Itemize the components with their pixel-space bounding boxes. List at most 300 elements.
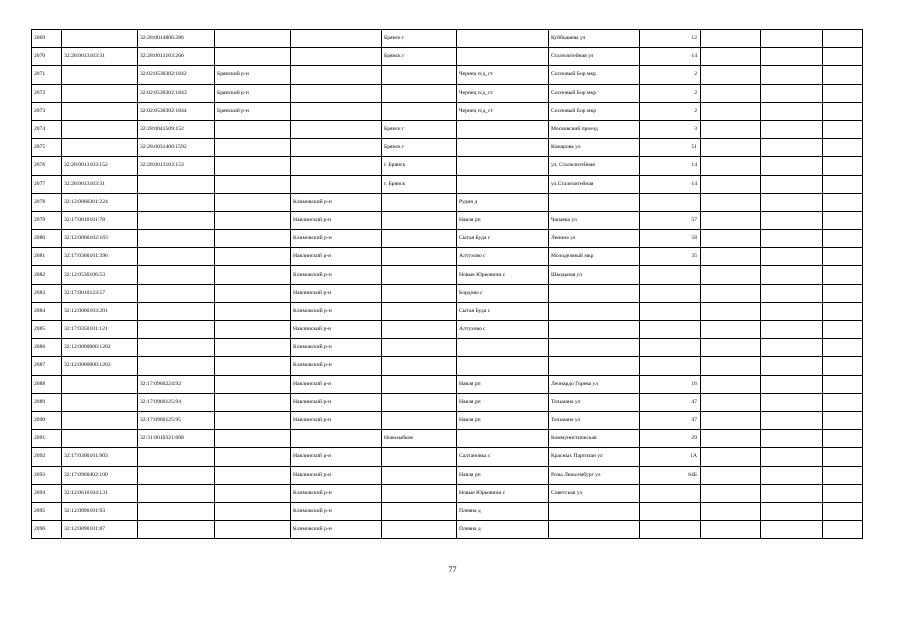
extra-cell-2 — [761, 302, 823, 320]
district-cell — [215, 284, 291, 302]
city-cell — [382, 484, 457, 502]
row-number-cell: 2080 — [32, 230, 62, 248]
table-row — [32, 466, 863, 484]
extra-cell-1 — [701, 139, 761, 157]
cadastral-number-cell: 32:12:0060102:163 — [62, 230, 138, 248]
settlement-cell: Плевна д — [457, 521, 549, 539]
settlement-cell: Навля рп — [457, 411, 549, 429]
municipal-district-cell: Климовский р-н — [291, 266, 382, 284]
city-cell — [382, 411, 457, 429]
street-cell: Молодежный мкр — [549, 248, 640, 266]
table-row — [32, 375, 863, 393]
street-cell: ул.Сталелитейная — [549, 175, 640, 193]
settlement-cell: Новые Юрковичи с — [457, 484, 549, 502]
extra-cell-1 — [701, 284, 761, 302]
extra-cell-3 — [823, 339, 863, 357]
extra-cell-3 — [823, 321, 863, 339]
street-cell — [549, 339, 640, 357]
registry-body — [32, 30, 863, 539]
row-number-cell: 2093 — [32, 466, 62, 484]
district-cell: Брянский р-н — [215, 84, 291, 102]
extra-cell-3 — [823, 302, 863, 320]
extra-cell-3 — [823, 120, 863, 138]
street-cell: Сосновый Бор мкр — [549, 102, 640, 120]
extra-cell-3 — [823, 48, 863, 66]
cadastral-number-cell — [62, 393, 138, 411]
street-cell — [549, 284, 640, 302]
city-cell — [382, 393, 457, 411]
extra-cell-3 — [823, 284, 863, 302]
extra-cell-1 — [701, 30, 761, 48]
extra-cell-2 — [761, 321, 823, 339]
municipal-district-cell — [291, 139, 382, 157]
extra-cell-3 — [823, 211, 863, 229]
table-row — [32, 502, 863, 520]
municipal-district-cell: Навлинский р-н — [291, 466, 382, 484]
street-cell: Сосновый Бор мкр — [549, 66, 640, 84]
house-number-cell — [640, 484, 701, 502]
row-number-cell: 2095 — [32, 502, 62, 520]
municipal-district-cell: Навлинский р-н — [291, 321, 382, 339]
row-number-cell: 2079 — [32, 211, 62, 229]
extra-cell-1 — [701, 302, 761, 320]
extra-cell-1 — [701, 48, 761, 66]
object-cadastral-number-cell: 32:17:0960125:94 — [138, 393, 215, 411]
street-cell: Куйбышева ул — [549, 30, 640, 48]
extra-cell-2 — [761, 102, 823, 120]
cadastral-number-cell: 32:17:0010123:57 — [62, 284, 138, 302]
city-cell — [382, 248, 457, 266]
house-number-cell: 51 — [640, 139, 701, 157]
house-number-cell — [640, 521, 701, 539]
extra-cell-3 — [823, 66, 863, 84]
row-number-cell: 2077 — [32, 175, 62, 193]
district-cell — [215, 375, 291, 393]
table-row — [32, 66, 863, 84]
table-row — [32, 230, 863, 248]
house-number-cell — [640, 266, 701, 284]
city-cell: г. Брянск — [382, 157, 457, 175]
extra-cell-2 — [761, 66, 823, 84]
object-cadastral-number-cell — [138, 175, 215, 193]
municipal-district-cell: Навлинский р-н — [291, 393, 382, 411]
municipal-district-cell — [291, 48, 382, 66]
house-number-cell: 14 — [640, 175, 701, 193]
settlement-cell: Чернец п/д_ст — [457, 84, 549, 102]
row-number-cell: 2074 — [32, 120, 62, 138]
object-cadastral-number-cell: 32:17:0960125:95 — [138, 411, 215, 429]
cadastral-number-cell: 32:17:0360101:396 — [62, 248, 138, 266]
registry-table — [31, 29, 863, 539]
house-number-cell: 12 — [640, 30, 701, 48]
extra-cell-1 — [701, 84, 761, 102]
municipal-district-cell: Климовский р-н — [291, 484, 382, 502]
table-row — [32, 339, 863, 357]
house-number-cell — [640, 339, 701, 357]
cadastral-number-cell — [62, 430, 138, 448]
municipal-district-cell: Навлинский р-н — [291, 411, 382, 429]
extra-cell-1 — [701, 321, 761, 339]
district-cell — [215, 448, 291, 466]
district-cell — [215, 157, 291, 175]
house-number-cell: 1А — [640, 448, 701, 466]
row-number-cell: 2075 — [32, 139, 62, 157]
city-cell — [382, 84, 457, 102]
street-cell: Леонардо Горева ул — [549, 375, 640, 393]
row-number-cell: 2088 — [32, 375, 62, 393]
extra-cell-3 — [823, 248, 863, 266]
cadastral-number-cell: 32:12:0610104:131 — [62, 484, 138, 502]
settlement-cell — [457, 430, 549, 448]
table-row — [32, 193, 863, 211]
extra-cell-1 — [701, 502, 761, 520]
row-number-cell: 2084 — [32, 302, 62, 320]
object-cadastral-number-cell: 32:02:0530302:1844 — [138, 102, 215, 120]
house-number-cell: 16 — [640, 375, 701, 393]
object-cadastral-number-cell — [138, 339, 215, 357]
extra-cell-3 — [823, 411, 863, 429]
city-cell — [382, 321, 457, 339]
cadastral-number-cell — [62, 84, 138, 102]
table-row — [32, 284, 863, 302]
city-cell — [382, 448, 457, 466]
street-cell: Розы Люксембург ул — [549, 466, 640, 484]
district-cell: Брянский р-н — [215, 66, 291, 84]
house-number-cell: 14 — [640, 157, 701, 175]
street-cell: Тельмана ул — [549, 411, 640, 429]
street-cell: Сталелитейная ул — [549, 48, 640, 66]
settlement-cell — [457, 339, 549, 357]
district-cell — [215, 175, 291, 193]
row-number-cell: 2089 — [32, 393, 62, 411]
city-cell — [382, 339, 457, 357]
house-number-cell: 47 — [640, 393, 701, 411]
extra-cell-3 — [823, 448, 863, 466]
object-cadastral-number-cell — [138, 248, 215, 266]
city-cell: Брянск г — [382, 120, 457, 138]
municipal-district-cell — [291, 430, 382, 448]
house-number-cell: 57 — [640, 211, 701, 229]
municipal-district-cell: Навлинский р-н — [291, 248, 382, 266]
municipal-district-cell: Климовский р-н — [291, 339, 382, 357]
page-number: 77 — [448, 565, 457, 574]
cadastral-number-cell — [62, 102, 138, 120]
district-cell — [215, 502, 291, 520]
municipal-district-cell: Климовский р-н — [291, 230, 382, 248]
street-cell: Советская ул — [549, 484, 640, 502]
extra-cell-3 — [823, 139, 863, 157]
table-row — [32, 48, 863, 66]
extra-cell-2 — [761, 211, 823, 229]
cadastral-number-cell: 32:28:0013103:31 — [62, 175, 138, 193]
table-row — [32, 484, 863, 502]
settlement-cell: Навля рп — [457, 466, 549, 484]
extra-cell-1 — [701, 430, 761, 448]
city-cell — [382, 357, 457, 375]
street-cell — [549, 502, 640, 520]
street-cell: Сосновый Бор мкр — [549, 84, 640, 102]
object-cadastral-number-cell — [138, 502, 215, 520]
extra-cell-1 — [701, 521, 761, 539]
settlement-cell: Сытая Буда с — [457, 302, 549, 320]
city-cell: г. Брянск — [382, 175, 457, 193]
table-row — [32, 84, 863, 102]
cadastral-number-cell: 32:17:0010101:78 — [62, 211, 138, 229]
house-number-cell: 47 — [640, 411, 701, 429]
table-row — [32, 321, 863, 339]
extra-cell-2 — [761, 30, 823, 48]
city-cell — [382, 102, 457, 120]
extra-cell-2 — [761, 411, 823, 429]
city-cell — [382, 284, 457, 302]
table-row — [32, 357, 863, 375]
settlement-cell: Алтухово с — [457, 248, 549, 266]
row-number-cell: 2085 — [32, 321, 62, 339]
municipal-district-cell — [291, 120, 382, 138]
house-number-cell — [640, 321, 701, 339]
extra-cell-2 — [761, 139, 823, 157]
city-cell: Новозыбков — [382, 430, 457, 448]
municipal-district-cell: Навлинский р-н — [291, 211, 382, 229]
extra-cell-3 — [823, 393, 863, 411]
extra-cell-1 — [701, 193, 761, 211]
object-cadastral-number-cell: 32:31:0010321:608 — [138, 430, 215, 448]
cadastral-number-cell: 32:12:0090101:87 — [62, 521, 138, 539]
city-cell — [382, 375, 457, 393]
district-cell — [215, 466, 291, 484]
house-number-cell: 35 — [640, 248, 701, 266]
house-number-cell: 2 — [640, 66, 701, 84]
settlement-cell: Чернец п/д_ст — [457, 66, 549, 84]
extra-cell-1 — [701, 248, 761, 266]
district-cell — [215, 230, 291, 248]
row-number-cell: 2072 — [32, 84, 62, 102]
object-cadastral-number-cell: 32:28:0031406:1592 — [138, 139, 215, 157]
city-cell — [382, 193, 457, 211]
extra-cell-2 — [761, 84, 823, 102]
extra-cell-2 — [761, 157, 823, 175]
cadastral-number-cell — [62, 120, 138, 138]
row-number-cell: 2086 — [32, 339, 62, 357]
settlement-cell: Навля рп — [457, 211, 549, 229]
municipal-district-cell: Климовский р-н — [291, 502, 382, 520]
house-number-cell — [640, 502, 701, 520]
object-cadastral-number-cell — [138, 302, 215, 320]
settlement-cell: Рудня д — [457, 193, 549, 211]
district-cell — [215, 30, 291, 48]
municipal-district-cell — [291, 30, 382, 48]
city-cell: Брянск г — [382, 48, 457, 66]
extra-cell-1 — [701, 357, 761, 375]
settlement-cell: Сытая Буда с — [457, 230, 549, 248]
settlement-cell: Новые Юрковичи с — [457, 266, 549, 284]
city-cell — [382, 230, 457, 248]
row-number-cell: 2070 — [32, 48, 62, 66]
table-row — [32, 157, 863, 175]
district-cell — [215, 139, 291, 157]
settlement-cell — [457, 157, 549, 175]
object-cadastral-number-cell — [138, 448, 215, 466]
city-cell — [382, 521, 457, 539]
street-cell — [549, 321, 640, 339]
house-number-cell: 58 — [640, 230, 701, 248]
cadastral-number-cell: 32:12:0000000:1203 — [62, 357, 138, 375]
settlement-cell: Бордово с — [457, 284, 549, 302]
extra-cell-3 — [823, 102, 863, 120]
municipal-district-cell: Климовский р-н — [291, 302, 382, 320]
extra-cell-3 — [823, 521, 863, 539]
extra-cell-2 — [761, 120, 823, 138]
extra-cell-1 — [701, 393, 761, 411]
cadastral-number-cell: 32:28:0013103:152 — [62, 157, 138, 175]
cadastral-number-cell — [62, 375, 138, 393]
table-row — [32, 102, 863, 120]
extra-cell-2 — [761, 448, 823, 466]
table-row — [32, 248, 863, 266]
city-cell: Брянск г — [382, 139, 457, 157]
house-number-cell — [640, 357, 701, 375]
extra-cell-2 — [761, 230, 823, 248]
district-cell: Брянский р-н — [215, 102, 291, 120]
cadastral-number-cell: 32:17:0960402:100 — [62, 466, 138, 484]
row-number-cell: 2090 — [32, 411, 62, 429]
extra-cell-2 — [761, 375, 823, 393]
extra-cell-3 — [823, 375, 863, 393]
district-cell — [215, 357, 291, 375]
street-cell: Ленина ул — [549, 230, 640, 248]
object-cadastral-number-cell — [138, 284, 215, 302]
street-cell: Московский проезд — [549, 120, 640, 138]
house-number-cell: 2 — [640, 102, 701, 120]
street-cell: Комарова ул — [549, 139, 640, 157]
cadastral-number-cell: 32:17:0300101:903 — [62, 448, 138, 466]
street-cell — [549, 521, 640, 539]
city-cell — [382, 266, 457, 284]
object-cadastral-number-cell: 32:28:0014806:286 — [138, 30, 215, 48]
district-cell — [215, 193, 291, 211]
object-cadastral-number-cell: 32:28:0013103:153 — [138, 157, 215, 175]
cadastral-number-cell — [62, 66, 138, 84]
street-cell: ул. Сталелитейная — [549, 157, 640, 175]
street-cell: Коммунистическая — [549, 430, 640, 448]
table-row — [32, 448, 863, 466]
district-cell — [215, 521, 291, 539]
city-cell: Брянск г — [382, 30, 457, 48]
street-cell — [549, 357, 640, 375]
street-cell — [549, 193, 640, 211]
row-number-cell: 2083 — [32, 284, 62, 302]
district-cell — [215, 120, 291, 138]
extra-cell-1 — [701, 466, 761, 484]
municipal-district-cell: Климовский р-н — [291, 357, 382, 375]
city-cell — [382, 302, 457, 320]
table-row — [32, 411, 863, 429]
extra-cell-2 — [761, 484, 823, 502]
extra-cell-1 — [701, 448, 761, 466]
street-cell: Тельмана ул — [549, 393, 640, 411]
extra-cell-1 — [701, 411, 761, 429]
street-cell — [549, 302, 640, 320]
settlement-cell: Навля рп — [457, 375, 549, 393]
table-row — [32, 302, 863, 320]
extra-cell-3 — [823, 466, 863, 484]
object-cadastral-number-cell — [138, 466, 215, 484]
extra-cell-1 — [701, 157, 761, 175]
cadastral-number-cell: 32:12:0090101:93 — [62, 502, 138, 520]
row-number-cell: 2096 — [32, 521, 62, 539]
extra-cell-1 — [701, 66, 761, 84]
extra-cell-2 — [761, 339, 823, 357]
cadastral-number-cell: 32:28:0013103:31 — [62, 48, 138, 66]
extra-cell-3 — [823, 230, 863, 248]
settlement-cell: Навля рп — [457, 393, 549, 411]
object-cadastral-number-cell: 32:17:0960224:92 — [138, 375, 215, 393]
municipal-district-cell: Навлинский р-н — [291, 284, 382, 302]
house-number-cell — [640, 284, 701, 302]
municipal-district-cell: Климовский р-н — [291, 193, 382, 211]
district-cell — [215, 48, 291, 66]
district-cell — [215, 393, 291, 411]
object-cadastral-number-cell: 32:28:0013103:266 — [138, 48, 215, 66]
settlement-cell: Плевна д — [457, 502, 549, 520]
extra-cell-2 — [761, 193, 823, 211]
row-number-cell: 2069 — [32, 30, 62, 48]
house-number-cell: 64Б — [640, 466, 701, 484]
cadastral-number-cell: 32:12:0060103:201 — [62, 302, 138, 320]
table-row — [32, 139, 863, 157]
extra-cell-1 — [701, 375, 761, 393]
house-number-cell — [640, 193, 701, 211]
settlement-cell — [457, 175, 549, 193]
settlement-cell — [457, 120, 549, 138]
street-cell: Чапаева ул — [549, 211, 640, 229]
extra-cell-1 — [701, 339, 761, 357]
settlement-cell — [457, 30, 549, 48]
row-number-cell: 2091 — [32, 430, 62, 448]
extra-cell-3 — [823, 357, 863, 375]
city-cell — [382, 502, 457, 520]
object-cadastral-number-cell: 32:28:0041509:152 — [138, 120, 215, 138]
table-row — [32, 266, 863, 284]
row-number-cell: 2078 — [32, 193, 62, 211]
extra-cell-2 — [761, 393, 823, 411]
table-row — [32, 393, 863, 411]
row-number-cell: 2073 — [32, 102, 62, 120]
row-number-cell: 2092 — [32, 448, 62, 466]
house-number-cell: 3 — [640, 120, 701, 138]
municipal-district-cell: Климовский р-н — [291, 521, 382, 539]
house-number-cell: 29 — [640, 430, 701, 448]
cadastral-number-cell — [62, 30, 138, 48]
extra-cell-2 — [761, 357, 823, 375]
extra-cell-3 — [823, 84, 863, 102]
extra-cell-2 — [761, 466, 823, 484]
house-number-cell — [640, 302, 701, 320]
extra-cell-2 — [761, 502, 823, 520]
table-row — [32, 521, 863, 539]
extra-cell-2 — [761, 175, 823, 193]
extra-cell-1 — [701, 266, 761, 284]
extra-cell-2 — [761, 430, 823, 448]
municipal-district-cell — [291, 175, 382, 193]
municipal-district-cell: Навлинский р-н — [291, 448, 382, 466]
table-row — [32, 211, 863, 229]
house-number-cell: 2 — [640, 84, 701, 102]
cadastral-number-cell: 32:12:0060301:224 — [62, 193, 138, 211]
table-row — [32, 175, 863, 193]
street-cell: Шкодьная ул — [549, 266, 640, 284]
cadastral-number-cell: 32:12:0000000:1202 — [62, 339, 138, 357]
